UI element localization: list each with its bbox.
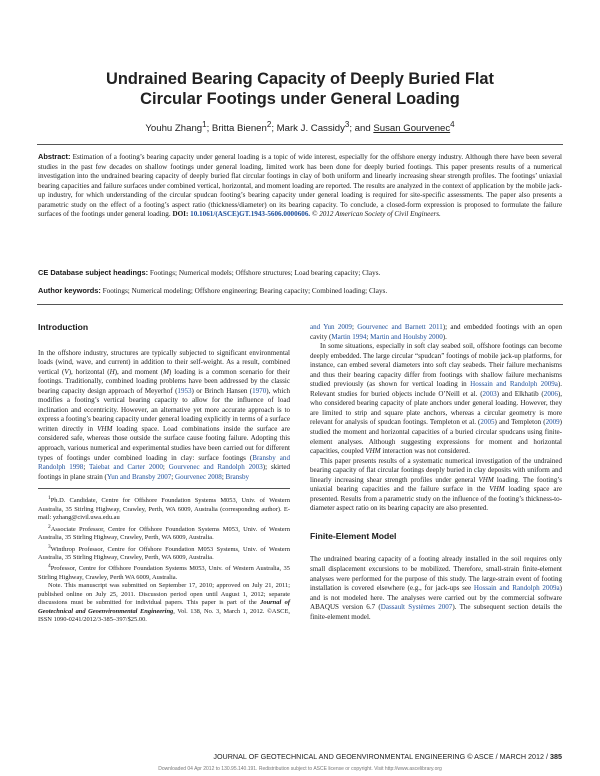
abstract-label: Abstract: <box>38 152 71 161</box>
author-keywords-text: Footings; Numerical modeling; Offshore engineering; Bearing capacity; Combined loading; Clays. <box>100 287 388 295</box>
author-link[interactable]: Susan Gourvenec <box>373 123 451 135</box>
doi-label: DOI: <box>172 210 189 218</box>
footnote: $^4$Professor, Centre for Offshore Foundation Systems M053, Univ. of Western Australia, 35 Stirling Highway, Crawley, Perth WA 6009, Australia. <box>38 563 290 582</box>
citation-link[interactable]: Gourvenec and Barnett 2011 <box>357 323 443 331</box>
ce-headings-text: Footings; Numerical models; Offshore structures; Load bearing capacity; Clays. <box>148 269 381 277</box>
journal-name: Journal of Geotechnical and Geoenvironmental Engineering <box>38 599 290 615</box>
citation-link[interactable]: and Yun 2009 <box>310 323 352 331</box>
author-name: Youhu Zhang <box>145 123 203 135</box>
download-notice: Downloaded 04 Apr 2012 to 130.95.140.191. Redistribution subject to ASCE license or copyright. Visit http://www.ascelibrary.org <box>158 766 442 772</box>
intro-paragraph: In the offshore industry, structures are typically subjected to significant environmental loads (wind, wave, and current) in addition to their self-weight. As a result, combined vertical (V), horizontal (H), and moment (M) loading is a common scenario for their footings. Traditionally, combined loading problems have been addressed by the classic bearing capacity design approach of Meyerhof (1953) or Brinch Hansen (1970), which modifies a footing’s vertical bearing capacity to allow for the influence of load inclination and eccentricity. However, an alternative yet more accurate approach is to express a footing’s bearing capacity under general loading explicitly in terms of a surface written directly in VHM loading space. Load combinations inside the surface are considered safe, whereas those outside the surface cause footing failure. Adopting this approach, various numerical and experimental studies have been carried out for different types of footings under combined loading in clay: surface footings (Bransby and Randolph 1998; Taiebat and Carter 2000; Gourvenec and Randolph 2003); skirted footings in plane strain (Yun and Bransby 2007; Gourvenec 2008; Bransby <box>38 348 291 481</box>
divider <box>37 144 563 145</box>
right-column <box>310 323 562 622</box>
ce-headings-label: CE Database subject headings: <box>38 268 149 277</box>
intro-paragraph-continued: and Yun 2009; Gourvenec and Barnett 2011); and embedded footings with an open cavity (Martin 1994; Martin and Houlsby 2000). <box>310 323 562 341</box>
citation-link[interactable]: Martin and Houlsby 2000 <box>370 332 443 341</box>
intro-paragraph: This paper presents results of a systematic numerical investigation of the undrained bearing capacity of flat circular footings deeply buried in clay deposits with uniform and linearly increasing shear strength profiles under general VHM loading. The footing’s uniaxial bearing capacities and the failure surface in the VHM loading space are presented. Results from a parametric study on the influence of the footing’s thickness-to-diameter aspect ratio on its bearing capacity are also presented. <box>310 456 562 513</box>
abstract-text: Estimation of a footing’s bearing capacity under general loading is a topic of wide interest, especially for the offshore energy industry. Although there have been several studies in the past few decades on shallow footings under general loading, limited work has been done for deeply buried footings. This paper presents results of a numerical investigation into the undrained bearing capacity of deeply buried flat circular footings in clay of both uniform and linearly increasing shear strength profiles. The footings’ uniaxial bearing capacities and failure surfaces under combined vertical, horizontal, and moment loading are reported. The results are analyzed in the context of application by the mobile jack-up industry, for which understanding of the circular spudcan footing’s bearing capacity under general loading is required for site-specific assessments. The paper also presents a parametric study on the effect of a footing’s aspect ratio (thickness/diameter) on its bearing capacity. To conclude, a closed-form expression is proposed to formulate the failure surfaces of the footings under general loading. <box>38 153 562 218</box>
footnote: $^1$Ph.D. Candidate, Centre for Offshore Foundation Systems M053, Univ. of Western Australia, 35 Stirling Highway, Crawley, Perth, WA 6009, Australia (corresponding author). E-mail: yzhang@civil.uwa.edu.au <box>38 495 290 522</box>
citation-link[interactable]: Hossain and Randolph 2009a <box>473 584 560 593</box>
citation-link[interactable]: 1970 <box>252 386 267 395</box>
footer-journal: JOURNAL OF GEOTECHNICAL AND GEOENVIRONMENTAL ENGINEERING © ASCE / MARCH 2012 / <box>213 752 550 761</box>
section-heading-introduction: Introduction <box>38 322 89 332</box>
footnote: $^3$Winthrop Professor, Centre for Offshore Foundation M053 Systems, Univ. of Western Australia, 35 Stirling Highway, Crawley, Perth, WA 6009, Australia. <box>38 543 290 562</box>
left-column <box>38 323 290 624</box>
citation-link[interactable]: Martin 1994 <box>331 332 367 341</box>
abstract <box>38 152 562 220</box>
author-keywords-label: Author keywords: <box>38 286 101 295</box>
copyright: © 2012 American Society of Civil Engineers. <box>310 210 441 218</box>
citation-link[interactable]: Dassault Systèmes 2007 <box>380 603 453 612</box>
ce-database-headings <box>38 268 562 279</box>
citation-link[interactable]: Bransby <box>225 472 250 481</box>
page-footer <box>38 752 562 761</box>
citation-link[interactable]: 1953 <box>177 386 192 395</box>
citation-link[interactable]: Bransby and Randolph 1998 <box>38 453 290 472</box>
citation-link[interactable]: 2009 <box>545 418 560 427</box>
citation-link[interactable]: Gourvenec 2008 <box>175 472 222 481</box>
citation-link[interactable]: 2003 <box>482 389 497 398</box>
citation-link[interactable]: Gourvenec and Randolph 2003 <box>168 463 263 472</box>
author-name: Britta Bienen <box>211 123 267 135</box>
citation-link[interactable]: 2006 <box>543 389 558 398</box>
title-line-2: Circular Footings under General Loading <box>140 89 460 108</box>
section-heading-finite-element-model: Finite-Element Model <box>310 530 397 541</box>
footnote: $^2$Associate Professor, Centre for Offshore Foundation Systems M053, Univ. of Western Australia, 35 Stirling Highway, Crawley, Perth, WA 6009, Australia. <box>38 523 290 542</box>
footnote-divider <box>38 488 290 489</box>
manuscript-note: Note. This manuscript was submitted on September 17, 2010; approved on July 21, 2011; published online on July 25, 2011. Discussion period open until August 1, 2012; separate discussions must be submitted for individual papers. This paper is part of the Journal of Geotechnical and Geoenvironmental Engineering, Vol. 138, No. 3, March 1, 2012. ©ASCE, ISSN 1090-0241/2012/3-385–397/$25.00. <box>38 582 290 624</box>
fe-paragraph: The undrained bearing capacity of a footing already installed in the soil requires only small displacement excursions to be mobilized. Therefore, small-strain finite-element analyses were performed for the purpose of this study. The large-strain event of footing installation is covered elsewhere (e.g., for jack-ups see Hossain and Randolph 2009a) and is not modeled here. The analyses were carried out by the commercial software ABAQUS version 6.7 (Dassault Systèmes 2007). The subsequent section details the finite-element model. <box>310 555 562 621</box>
doi-link[interactable]: 10.1061/(ASCE)GT.1943-5606.0000606. <box>190 210 311 218</box>
title-line-1: Undrained Bearing Capacity of Deeply Buried Flat <box>106 70 494 88</box>
citation-link[interactable]: Hossain and Randolph 2009a <box>470 380 558 389</box>
author-keywords <box>38 286 562 297</box>
author-list: Youhu Zhang$^1$; Britta Bienen$^2$; Mark J. Cassidy$^3$; and Susan Gourvenec$^4$ <box>145 120 455 135</box>
citation-link[interactable]: Taiebat and Carter 2000 <box>88 463 163 472</box>
citation-link[interactable]: 2005 <box>480 418 495 427</box>
author-name: Mark J. Cassidy <box>276 123 345 135</box>
citation-link[interactable]: Yun and Bransby 2007 <box>106 472 172 481</box>
page-number: 385 <box>550 752 562 761</box>
paper-title <box>40 70 560 109</box>
divider <box>37 304 563 305</box>
intro-paragraph: In some situations, especially in soft clay seabed soil, offshore footings can become deeply embedded. The large circular “spudcan” footings of mobile jack-up platforms, for instance, can embed several diameters into soft clay seabeds. Their failure mechanisms and thus their bearing capacity differ from footings with shallow failure mechanisms studied previously (as shown for vertical loading in Hossain and Randolph 2009a). Relevant studies for buried objects include O’Neill et al. (2003) and Elkhatib (2006), who considered bearing capacity of plate anchors under general loading. However, they are limited to strip and square plate anchors, whereas a circular geometry is more relevant for analysis of spudcan footings. Templeton et al. (2005) and Templeton (2009) studied the moment and horizontal capacities of a buried circular spudcans using finite-element analyses. Although suggesting expressions for moment and horizontal capacities, coupled VHM interaction was not considered. <box>310 342 563 456</box>
